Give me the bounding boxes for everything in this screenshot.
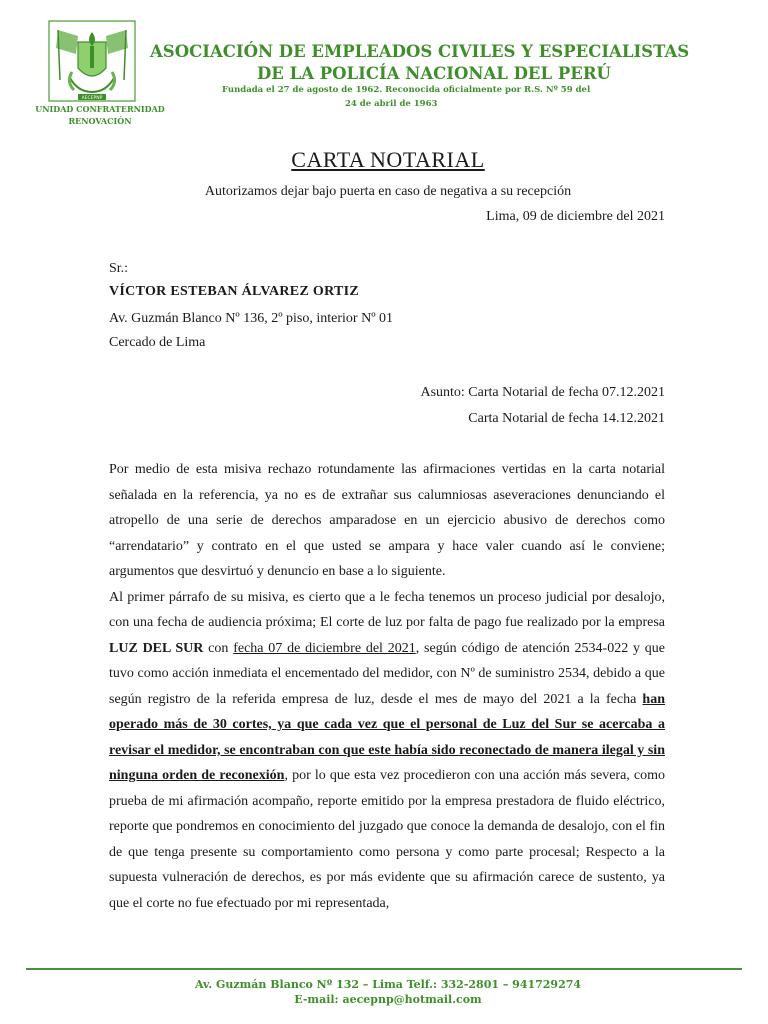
emblem-icon bbox=[48, 20, 136, 102]
founded-line2: 24 de abril de 1963 bbox=[345, 99, 438, 109]
aecepnp-logo bbox=[48, 20, 136, 102]
date-line: Lima, 09 de diciembre del 2021 bbox=[486, 209, 665, 224]
paragraph-2-part1: Al primer párrafo de su misiva, es cierto que a le fecha tenemos un proceso judicial por desalojo, con una fecha de audiencia próxima; El corte de luz por falta de pago fue realizado por la empresa bbox=[109, 589, 665, 630]
company-name: LUZ DEL SUR bbox=[109, 640, 204, 656]
paragraph-2-part4: , por lo que esta vez procedieron con una acción más severa, como prueba de mi afirmación acompaño, reporte emitido por la empresa prestadora de fluido eléctrico, reporte que pondremos en conocimiento del juzgado que conoce la demanda de desalojo, con el fin de que tenga presente su comportamiento como persona y como parte procesal; Respecto a la supuesta vulneración de derechos, es por más evidente que su afirmación carece de sustento, ya que el corte no fue efectuado por mi representada, bbox=[109, 768, 665, 911]
footer-address: Av. Guzmán Blanco Nº 132 – Lima Telf.: 332-2801 – 941729274 bbox=[194, 978, 582, 991]
paragraph-1: Por medio de esta misiva rechazo rotundamente las afirmaciones vertidas en la carta notarial señalada en la referencia, ya no es de extrañar sus calumniosas aseveraciones denunciando el atropello de una serie de derechos amparadose en un ejercicio abusivo de derechos como “arrendatario” y contrato en el que usted se ampara y hace valer cuando así le conviene; argumentos que desvirtuó y denuncio en base a lo siguiente. bbox=[109, 462, 665, 579]
footer-email: E-mail: aecepnp@hotmail.com bbox=[294, 993, 482, 1006]
recipient-address: Av. Guzmán Blanco Nº 136, 2º piso, interior Nº 01 bbox=[109, 311, 394, 326]
org-name-line1: ASOCIACIÓN DE EMPLEADOS CIVILES Y ESPECIALISTAS bbox=[150, 42, 690, 61]
document-subtitle: Autorizamos dejar bajo puerta en caso de negativa a su recepción bbox=[204, 184, 572, 199]
paragraph-2-part2: con bbox=[203, 640, 234, 656]
salutation: Sr.: bbox=[109, 261, 129, 276]
svg-text:AECEPNP: AECEPNP bbox=[81, 96, 103, 101]
motto-line2: RENOVACIÓN bbox=[68, 116, 132, 126]
cut-date: fecha 07 de diciembre del 2021 bbox=[233, 640, 416, 656]
paragraph-2 bbox=[109, 585, 665, 917]
letter-body bbox=[109, 457, 665, 916]
document-title: CARTA NOTARIAL bbox=[291, 147, 485, 172]
subject-line1: Asunto: Carta Notarial de fecha 07.12.2021 bbox=[420, 385, 665, 400]
subject-line2: Carta Notarial de fecha 14.12.2021 bbox=[468, 411, 665, 426]
recipient-district: Cercado de Lima bbox=[109, 335, 206, 350]
founded-line1: Fundada el 27 de agosto de 1962. Reconocida oficialmente por R.S. Nº 59 del bbox=[222, 85, 591, 95]
org-name-line2: DE LA POLICÍA NACIONAL DEL PERÚ bbox=[257, 64, 611, 83]
emphasized-statement: han operado más de 30 cortes, ya que cada vez que el personal de Luz del Sur se acercaba a revisar el medidor, se encontraban con que este había sido reconectado de manera ilegal y sin ninguna orden de reconexión bbox=[109, 691, 665, 783]
motto-line1: UNIDAD CONFRATERNIDAD bbox=[35, 104, 165, 114]
recipient-name: VÍCTOR ESTEBAN ÁLVAREZ ORTIZ bbox=[109, 284, 360, 299]
paragraph-2-part3: , según código de atención 2534-022 y que tuvo como acción inmediata el encementado del medidor, con Nº de suministro 2534, debido a que según registro de la referida empresa de luz, desde el mes de mayo del 2021 a la fecha bbox=[109, 640, 666, 707]
footer-divider bbox=[26, 968, 742, 970]
